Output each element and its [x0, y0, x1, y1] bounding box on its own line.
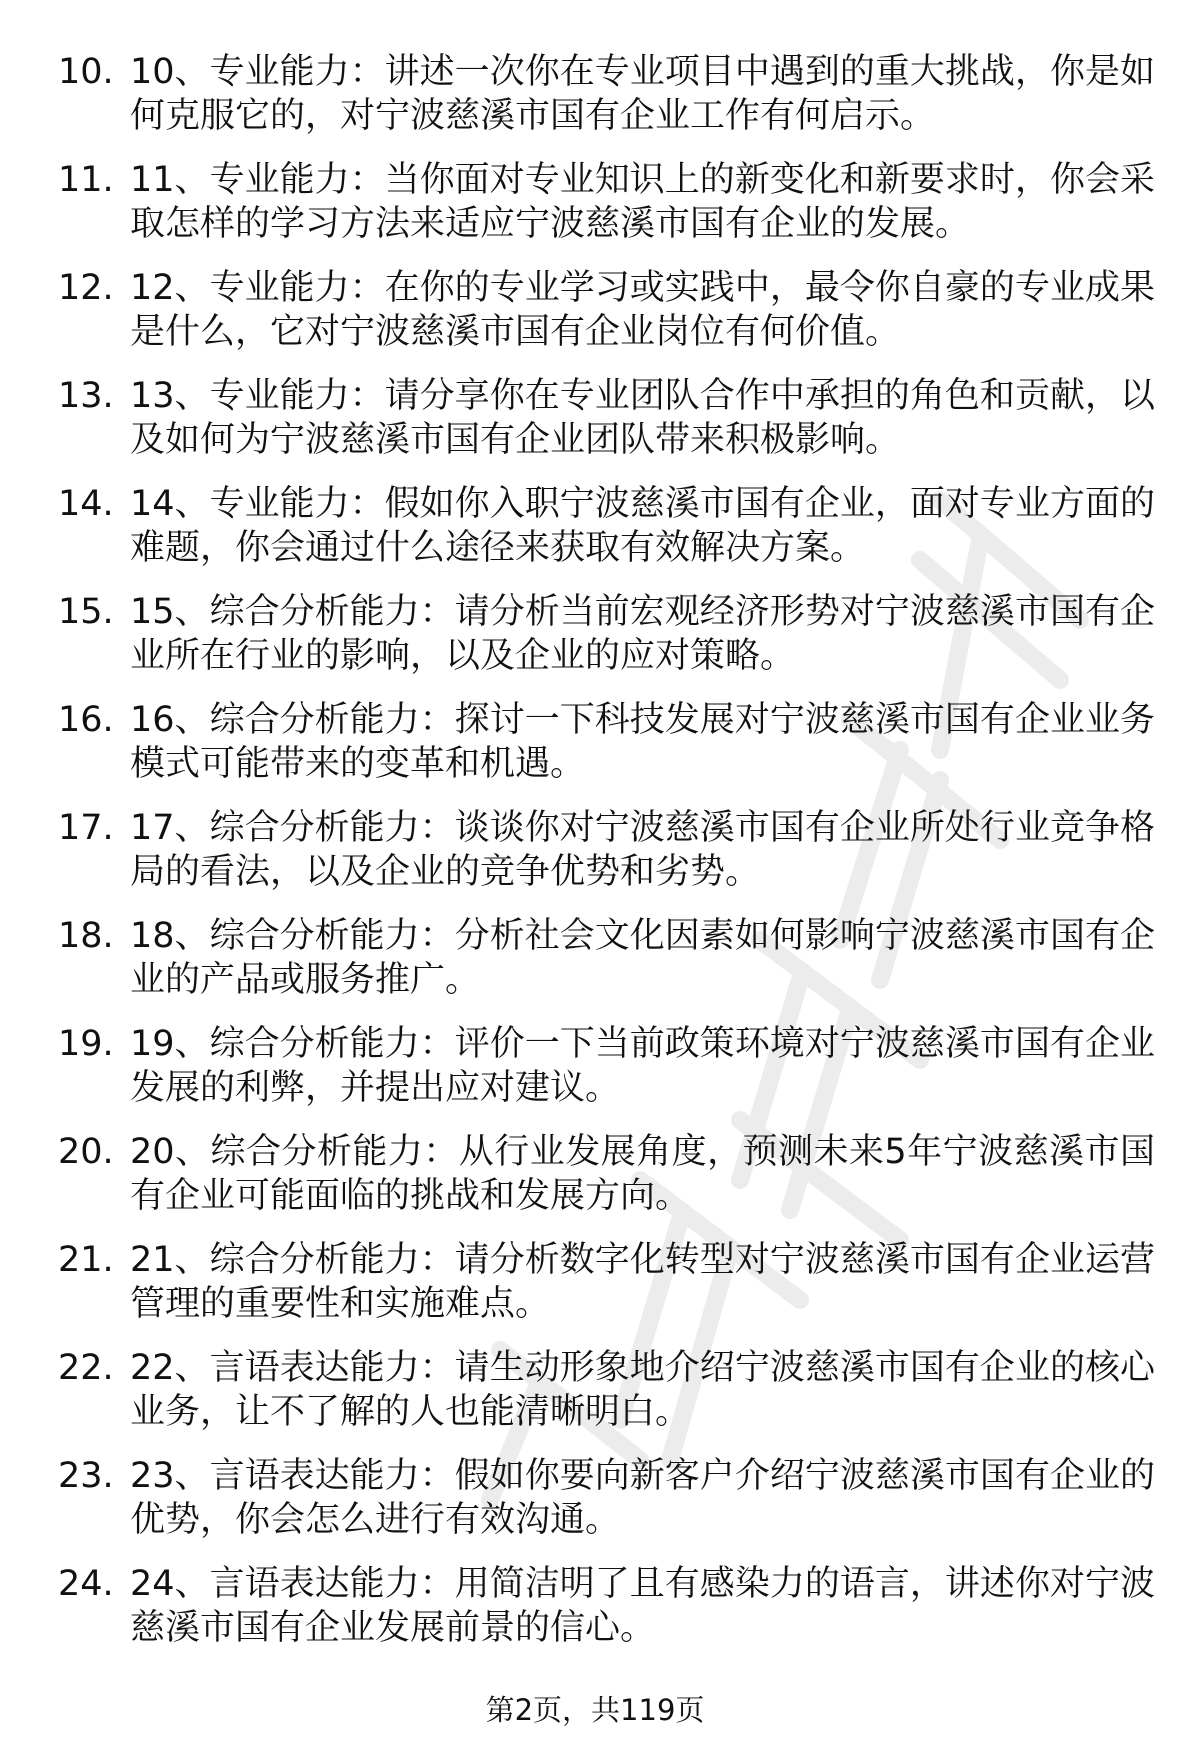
item-text: 18、综合分析能力：分析社会文化因素如何影响宁波慈溪市国有企业的产品或服务推广。: [130, 916, 1155, 1000]
item-text: 17、综合分析能力：谈谈你对宁波慈溪市国有企业所处行业竞争格局的看法，以及企业的竞争优势和劣势。: [130, 808, 1155, 892]
item-number: 19.: [58, 1024, 114, 1064]
item-number: 24.: [58, 1564, 114, 1604]
list-item: [0, 1130, 1190, 1238]
item-number: 20.: [58, 1132, 114, 1172]
item-number: 14.: [58, 484, 114, 524]
list-item: [0, 158, 1190, 266]
item-number: 18.: [58, 916, 114, 956]
item-number: 15.: [58, 592, 114, 632]
item-text: 11、专业能力：当你面对专业知识上的新变化和新要求时，你会采取怎样的学习方法来适应宁波慈溪市国有企业的发展。: [130, 160, 1155, 244]
item-text: 16、综合分析能力：探讨一下科技发展对宁波慈溪市国有企业业务模式可能带来的变革和机遇。: [130, 700, 1155, 784]
item-text: 12、专业能力：在你的专业学习或实践中，最令你自豪的专业成果是什么，它对宁波慈溪市国有企业岗位有何价值。: [130, 268, 1155, 352]
list-item: [0, 266, 1190, 374]
list-item: [0, 50, 1190, 158]
item-text: 13、专业能力：请分享你在专业团队合作中承担的角色和贡献，以及如何为宁波慈溪市国有企业团队带来积极影响。: [130, 376, 1155, 460]
item-number: 16.: [58, 700, 114, 740]
list-item: [0, 1346, 1190, 1454]
item-number: 17.: [58, 808, 114, 848]
page-indicator: 第2页，共119页: [485, 1693, 705, 1727]
item-number: 13.: [58, 376, 114, 416]
item-text: 21、综合分析能力：请分析数字化转型对宁波慈溪市国有企业运营管理的重要性和实施难点。: [130, 1240, 1155, 1324]
item-text: 19、综合分析能力：评价一下当前政策环境对宁波慈溪市国有企业发展的利弊，并提出应对建议。: [130, 1024, 1155, 1108]
item-number: 23.: [58, 1456, 114, 1496]
list-item: [0, 1562, 1190, 1670]
item-text: 10、专业能力：讲述一次你在专业项目中遇到的重大挑战，你是如何克服它的，对宁波慈溪市国有企业工作有何启示。: [130, 52, 1155, 136]
item-number: 11.: [58, 160, 114, 200]
list-item: [0, 914, 1190, 1022]
list-item: [0, 806, 1190, 914]
list-item: [0, 1454, 1190, 1562]
item-number: 12.: [58, 268, 114, 308]
item-text: 14、专业能力：假如你入职宁波慈溪市国有企业，面对专业方面的难题，你会通过什么途径来获取有效解决方案。: [130, 484, 1155, 568]
item-text: 24、言语表达能力：用简洁明了且有感染力的语言，讲述你对宁波慈溪市国有企业发展前景的信心。: [130, 1564, 1155, 1648]
item-text: 20、综合分析能力：从行业发展角度，预测未来5年宁波慈溪市国有企业可能面临的挑战和发展方向。: [130, 1132, 1155, 1216]
item-number: 10.: [58, 52, 114, 92]
item-text: 15、综合分析能力：请分析当前宏观经济形势对宁波慈溪市国有企业所在行业的影响，以及企业的应对策略。: [130, 592, 1155, 676]
list-item: [0, 482, 1190, 590]
question-list: [0, 50, 1190, 1670]
list-item: [0, 374, 1190, 482]
item-number: 21.: [58, 1240, 114, 1280]
item-text: 23、言语表达能力：假如你要向新客户介绍宁波慈溪市国有企业的优势，你会怎么进行有效沟通。: [130, 1456, 1155, 1540]
list-item: [0, 698, 1190, 806]
item-number: 22.: [58, 1348, 114, 1388]
list-item: [0, 1238, 1190, 1346]
item-text: 22、言语表达能力：请生动形象地介绍宁波慈溪市国有企业的核心业务，让不了解的人也能清晰明白。: [130, 1348, 1155, 1432]
list-item: [0, 1022, 1190, 1130]
list-item: [0, 590, 1190, 698]
